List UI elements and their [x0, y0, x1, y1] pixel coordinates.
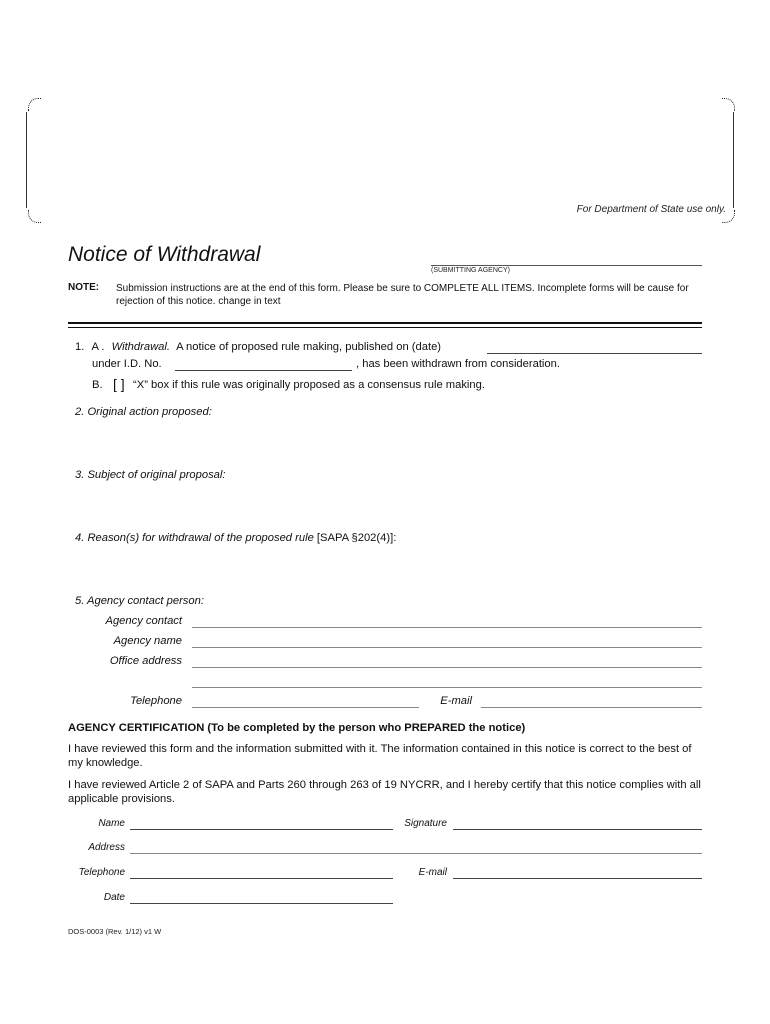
id-suffix: , has been withdrawn from consideration.: [356, 358, 560, 370]
cert-email-field[interactable]: [453, 878, 702, 879]
item1-b-text: “X” box if this rule was originally proposed as a consensus rule making.: [133, 379, 485, 391]
question-reasons: [75, 532, 396, 544]
cert-telephone-label: Telephone: [78, 867, 125, 878]
note-label: NOTE:: [68, 282, 100, 293]
item1-a-label: A .: [91, 341, 105, 353]
telephone-field[interactable]: [192, 707, 419, 708]
published-date-field[interactable]: [487, 353, 702, 354]
question-reasons-italic: 4. Reason(s) for withdrawal of the proposed rule: [75, 532, 314, 544]
state-box-corner: [722, 98, 735, 111]
item1-a-row: [75, 341, 441, 353]
certification-heading: AGENCY CERTIFICATION (To be completed by the person who PREPARED the notice): [68, 722, 526, 734]
submitting-agency-field[interactable]: [431, 265, 702, 266]
signature-label: Signature: [404, 818, 447, 829]
state-box-corner: [28, 210, 41, 223]
question-reasons-plain: [SAPA §202(4)]:: [316, 532, 397, 544]
agency-contact-field[interactable]: [192, 627, 702, 628]
item1-number: 1.: [75, 341, 85, 353]
certification-para-2: I have reviewed Article 2 of SAPA and Parts 260 through 263 of 19 NYCRR, and I hereby certify that this notice complies with all applicable provisions.: [68, 779, 701, 805]
certification-para-1: I have reviewed this form and the information submitted with it. The information contained in this notice is correct to the best of my knowledge.: [68, 743, 692, 769]
agency-name-field[interactable]: [192, 647, 702, 648]
form-code: DOS-0003 (Rev. 1/12) v1 W: [68, 927, 162, 936]
email-label: E-mail: [440, 695, 472, 707]
question-original-action: 2. Original action proposed:: [75, 406, 212, 418]
divider: [68, 322, 702, 324]
submitting-agency-caption: (SUBMITTING AGENCY): [431, 267, 510, 274]
note-text: Submission instructions are at the end of this form. Please be sure to COMPLETE ALL ITEMS. Incomplete forms will be cause for rejection of this notice. change in text: [116, 283, 689, 307]
office-address-label: Office address: [109, 655, 182, 667]
office-address-field[interactable]: [192, 667, 702, 668]
state-use-label: For Department of State use only.: [576, 204, 726, 215]
id-prefix: under I.D. No.: [92, 358, 162, 370]
agency-contact-label: Agency contact: [105, 615, 182, 627]
question-subject: 3. Subject of original proposal:: [75, 469, 226, 481]
address-field[interactable]: [130, 853, 702, 854]
consensus-checkbox[interactable]: [ ]: [113, 376, 125, 392]
office-address-field-2[interactable]: [192, 687, 702, 688]
date-label: Date: [103, 892, 125, 903]
name-label: Name: [98, 818, 125, 829]
item1-a-italic: Withdrawal.: [111, 341, 170, 353]
cert-email-label: E-mail: [418, 867, 447, 878]
divider: [68, 327, 702, 328]
id-number-field[interactable]: [175, 370, 352, 371]
signature-field[interactable]: [453, 829, 702, 830]
agency-name-label: Agency name: [113, 635, 182, 647]
page-title: Notice of Withdrawal: [68, 243, 261, 266]
question-contact: 5. Agency contact person:: [75, 595, 204, 607]
item1-b-label: B.: [92, 379, 103, 391]
name-field[interactable]: [130, 829, 393, 830]
address-label: Address: [88, 842, 125, 853]
state-box-edge: [733, 112, 734, 208]
cert-telephone-field[interactable]: [130, 878, 393, 879]
email-field[interactable]: [481, 707, 702, 708]
telephone-label: Telephone: [130, 695, 182, 707]
state-box-corner: [28, 98, 41, 111]
item1-a-text: A notice of proposed rule making, published on (date): [176, 341, 442, 353]
date-field[interactable]: [130, 903, 393, 904]
state-box-edge: [26, 112, 27, 208]
